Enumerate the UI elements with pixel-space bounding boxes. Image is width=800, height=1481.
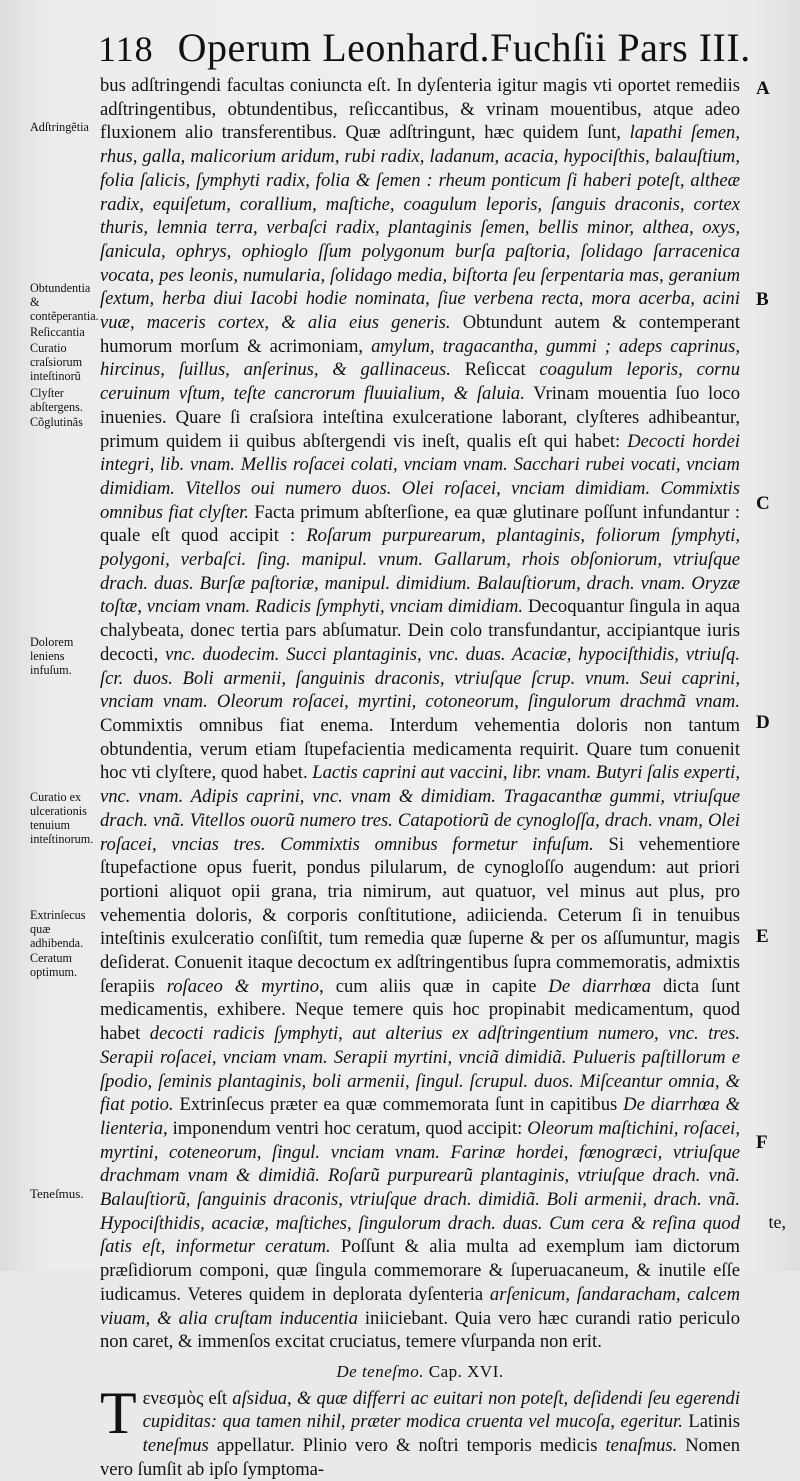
section-letter-d: D <box>756 712 770 733</box>
page-header <box>98 24 751 74</box>
margin-note-curatio-tenuium: Curatio ex ulcerationis tenuium inteſtinorum. <box>30 790 94 846</box>
margin-note-tenesmus: Teneſmus. <box>30 1186 84 1201</box>
drop-capital: T <box>100 1379 137 1446</box>
catchword: te, <box>768 1212 786 1232</box>
page-number: 118 <box>98 29 154 69</box>
italic-run: decocti radicis ſymphyti, aut alterius ex adſtringentium numero, vnc. tres. Serapii roſacei, vnciam vnam. Serapii myrtini, vnciã dimidiã. Pulueris paſtillorum e ſpodio, ſeminis plantaginis, boli armenii, ſingul. ſcrupul. duos. Miſceantur omnia, & fiat potio. <box>100 1023 740 1116</box>
section-letter-b: B <box>756 289 769 310</box>
chapter-title-italic: De teneſmo. <box>336 1361 425 1381</box>
text-run: iniiciebant. Quia vero hæc curandi ratio periculo non caret, & immenſos excitat cruciatus, temere vſurpanda non erit. <box>100 1307 740 1353</box>
text-run: Nomen vero ſumſit ab ipſo ſymptoma- <box>100 1435 740 1480</box>
main-text-column <box>100 74 740 1481</box>
chapter-title <box>100 1360 740 1384</box>
italic-run: Oleorum maſtichini, roſacei, myrtini, coteneorum, ſingul. vnciam vnam. Farinæ hordei, fœnogræci, vtriuſque drachmam vnam & dimidiã. Roſarũ purpurearũ plantaginis, vtriuſque drach. vnã. Balauſtiorũ, ſanguinis draconis, vtriuſque drach. dimidiã. Boli armenii, drach. vnã. Hypociſthidis, acaciæ, maſtiches, ſingulorum drach. duas. Cum cera & reſina quod ſatis eſt, informetur ceratum. <box>100 1117 740 1258</box>
italic-run: coagulum leporis, cornu ceruinum vſtum, teſte cancrorum fluuialium, & ſaluia. <box>100 359 740 405</box>
margin-note-conglutinans: Cõglutinãs <box>30 415 83 429</box>
italic-run: tenaſmus. <box>605 1435 678 1457</box>
running-title: Operum Leonhard.Fuchſii Pars III. <box>177 25 751 70</box>
text-run: Obtundunt autem & contemperant humorum morſum & acrimoniam, <box>100 312 740 357</box>
italic-run: De diarrhœa & lienteria <box>100 1094 740 1139</box>
body-paragraph <box>100 74 740 1354</box>
margin-note-curatio-crassiorum: Curatio craſsiorum inteſtinorũ <box>30 341 83 383</box>
text-run: Reſiccat <box>450 359 540 381</box>
italic-run: Lactis caprini aut vaccini, libr. vnam. Butyri ſalis experti, vnc. vnam. Adipis caprini, vnc. vnam & dimidiam. Tragacanthæ gummi, vtriuſque drach. vnã. Vitellos ouorũ numero tres. Catapotiorũ de cynogloſſa, drach. vnam, Olei roſacei, vncias tres. Commixtis omnibus formetur infuſum. <box>100 762 740 855</box>
text-run: ενεσμὸς eſt <box>142 1387 233 1409</box>
section-letter-a: A <box>756 78 770 99</box>
text-run: Commixtis omnibus fiat enema. Interdum vehementia doloris non tantum obtundentia, verum etiam ſtupefacientia medicamenta requirit. Quare tum conuenit hoc vti clyſtere, quod habet. <box>100 714 740 784</box>
text-run: Extrinſecus præter ea quæ commemorata ſunt in capitibus <box>173 1094 624 1116</box>
text-run: dicta ſunt medicamentis, exhibere. Neque temere quis hoc propinabit medicamentum, quod habet <box>100 975 740 1045</box>
chapter-number: Cap. XVI. <box>428 1361 504 1381</box>
margin-note-ceratum: Ceratum optimum. <box>30 951 78 979</box>
section-letter-e: E <box>756 926 769 947</box>
italic-run: vnc. duodecim. Succi plantaginis, vnc. duas. Acaciæ, hypociſthidis, vtriuſq. ſcr. duos. Boli armenii, ſanguinis draconis, vtriuſque ſcrup. vnum. Seui caprini, vnciam vnam. Oleorum roſacei, myrtini, cotoneorum, ſingulorum drachmã vnam. <box>100 643 740 713</box>
margin-note-obtundentia: Obtundentia & contẽperantia. <box>30 281 99 323</box>
margin-note-adstringentia: Adſtringẽtia <box>30 120 89 134</box>
italic-run: Roſarum purpurearum, plantaginis, foliorum ſymphyti, polygoni, verbaſci. ſing. manipul. vnum. Gallarum, rhois obſoniorum, vtriuſque drach. duas. Burſæ paſtoriæ, manipul. dimidium. Balauſtiorum, drach. vnam. Oryzæ toſtæ, vnciam vnam. Radicis ſymphyti, vnciam dimidiam. <box>100 525 741 618</box>
italic-run: aſsidua, & quæ differri ac euitari non poteſt, deſidendi ſeu egerendi cupiditas: qua tamen nihil, præter modica cruenta vel mucoſa, egeritur. <box>142 1387 740 1433</box>
text-run: Decoquantur ſingula in aqua chalybeata, donec tertia pars abſumatur. Dein colo transfundantur, accipiantque iuris decocti, <box>100 596 741 665</box>
text-run: Poſſunt & alia multa ad exemplum iam dictorum præſidiorum componi, quæ ſingula commemorare & ſuperuacaneum, & inutile eſſe iudicamus. Veteres quidem in deplorata dyſenteria <box>100 1236 740 1305</box>
text-run: Si vehementiore ſtupefactione opus fuerit, pondus pilularum, de cynogloſſo augendum: aut priori portioni aliquot opii grana, tria nimirum, aut quatuor, vel minus aut plus, pro vehementia doloris, & corporis conſtitutione, adiicienda. Ceterum ſi in tenuibus inteſtinis exulceratio conſiſtit, tum remedia quæ ſuperne & per os aſſumuntur, magis deſiderat. Conuenit itaque decoctum ex adſtringentibus ſupra commemoratis, admixtis ſerapiis <box>100 833 740 997</box>
section-letter-f: F <box>756 1132 768 1153</box>
chapter-paragraph <box>100 1379 740 1481</box>
italic-run: amylum, tragacantha, gummi ; adeps caprinus, hircinus, ſuillus, anſerinus, & gallinaceus. <box>100 335 740 381</box>
italic-run: lapathi ſemen, rhus, galla, malicorium aridum, rubi radix, ladanum, acacia, hypociſthis, balauſtium, folia ſalicis, ſymphyti radix, folia & ſemen : rheum ponticum ſi haberi poteſt, altheæ radix, equiſetum, corallium, maſtiche, coagulum leporis, ſanguis draconis, cortex thuris, lemnia terra, verbaſci radix, plantaginis ſemen, bellis minor, althea, oxys, ſanicula, ophrys, ophioglo ſſum polygonum burſa paſtoria, ſolidago ſarracenica vocata, pes leonis, numularia, ſolidago media, biſtorta ſeu ſerpentaria mas, geranium ſextum, herba diui Iacobi hodie nominata, ſiue verbena recta, mora acerba, acini vuæ, maceris cortex, & alia eius generis. <box>100 122 740 334</box>
text-run: Facta primum abſterſione, ea quæ glutinare poſſunt infundantur : quale eſt quod accipit : <box>100 501 740 547</box>
italic-run: teneſmus <box>142 1435 209 1457</box>
margin-note-dolorem-leniens: Dolorem leniens infuſum. <box>30 635 74 677</box>
margin-note-extrinsecus: Extrinſecus quæ adhibenda. <box>30 908 86 950</box>
text-run: bus adſtringendi facultas coniuncta eſt. In dyſenteria igitur magis vti oportet remediis adſtringentibus, obtundentibus, reſiccantibus, & vrinam mouentibus, atque adeo fluxionem alio transferentibus. Quæ adſtringunt, hæc quidem ſunt, <box>100 75 740 144</box>
text-run: , imponendum ventri hoc ceratum, quod accipit: <box>163 1117 528 1139</box>
chapter-paragraph-text <box>100 1379 740 1480</box>
italic-run: roſaceo & myrtino <box>166 975 320 997</box>
margin-note-resiccantia: Reſiccantia <box>30 325 85 339</box>
italic-run: Decocti hordei integri, lib. vnam. Mellis roſacei colati, vnciam vnam. Sacchari rubei vocati, vnciam dimidiam. Vitellos oui numero duos. Olei roſacei, vnciam dimidiam. Commixtis omnibus fiat clyſter. <box>100 430 740 523</box>
text-run: , cum aliis quæ in capite <box>319 975 549 997</box>
text-run: appellatur. Plinio vero & noſtri temporis medicis <box>208 1435 606 1457</box>
italic-run: De diarrhœa <box>548 975 651 997</box>
text-run: Vrinam mouentia ſuo loco inuenies. Quare ſi craſsiora inteſtina exulceratione laborant, clyſteres adhibeantur, primum quidem ii quibus abſtergendi vis ineſt, qualis eſt qui habet: <box>100 383 740 452</box>
text-run: Latinis <box>682 1411 740 1433</box>
italic-run: arſenicum, ſandaracham, calcem viuam, & alia cruſtam inducentia <box>100 1283 740 1329</box>
margin-note-clyster: Clyſter abſtergens. <box>30 386 83 414</box>
section-letter-c: C <box>756 493 770 514</box>
